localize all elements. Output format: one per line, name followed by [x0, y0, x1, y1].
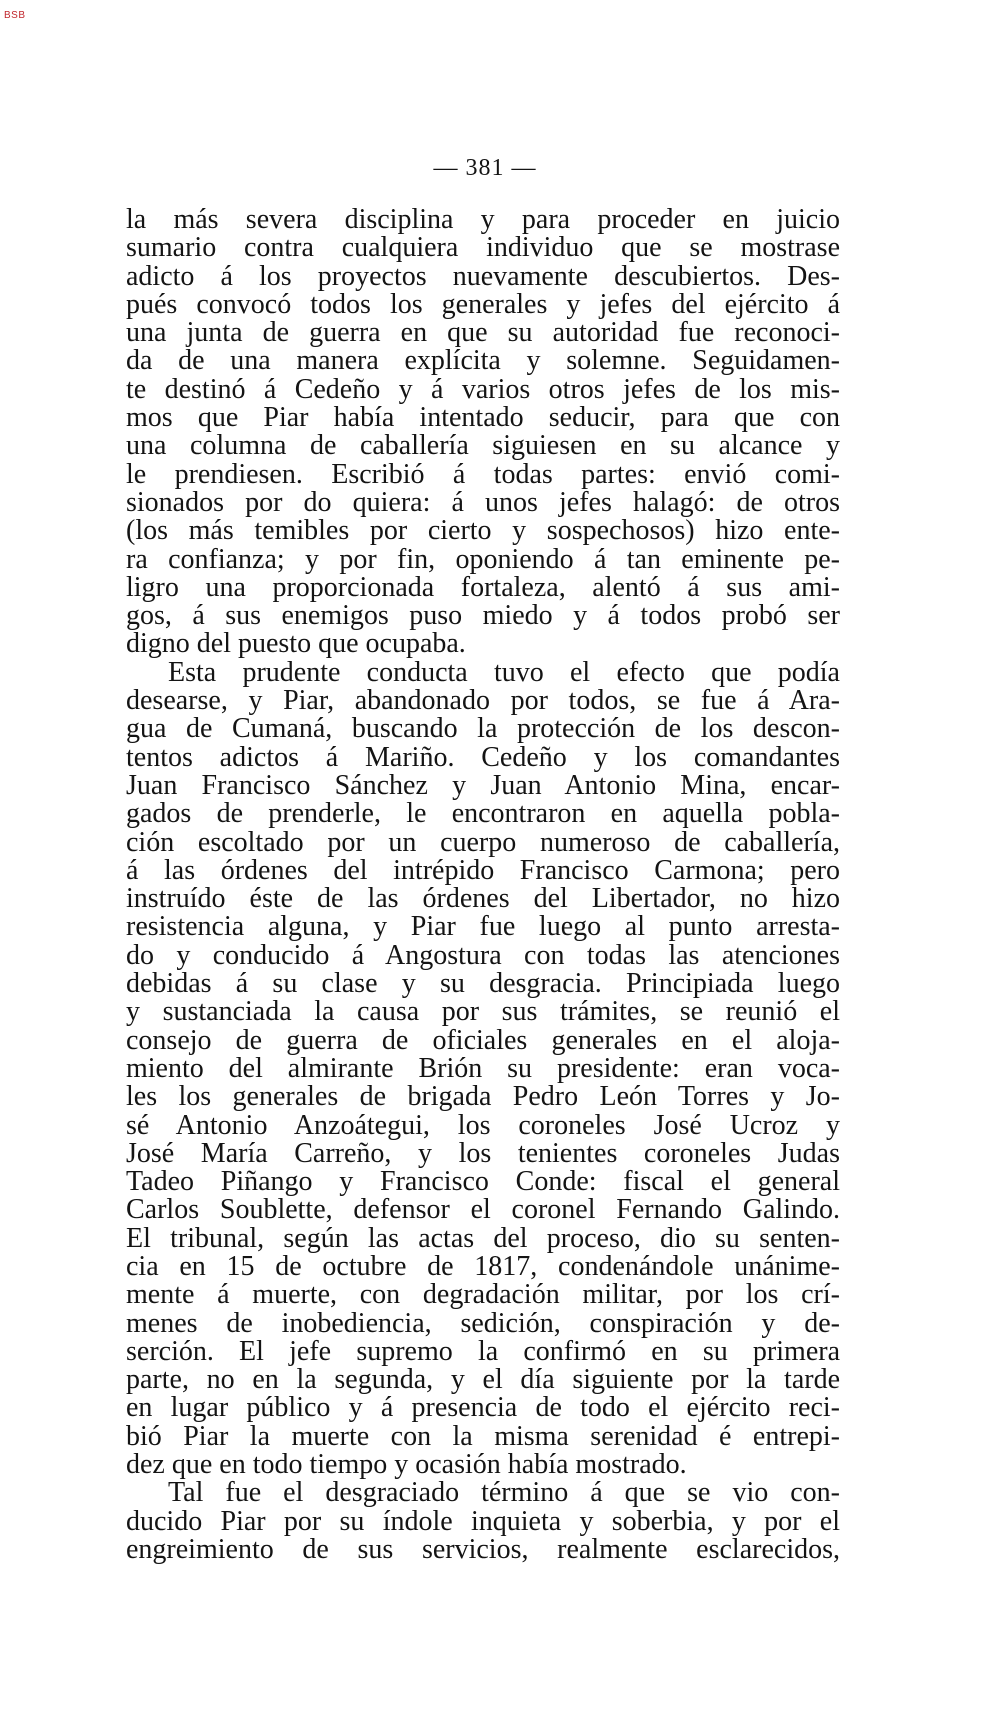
text-line: gados de prenderle, le encontraron en aquella pobla-: [126, 800, 840, 829]
text-line: debidas á su clase y su desgracia. Principiada luego: [126, 970, 840, 999]
text-line: Esta prudente conducta tuvo el efecto que podía: [168, 658, 840, 688]
text-line: adicto á los proyectos nuevamente descubiertos. Des-: [126, 262, 840, 291]
text-line: tentos adictos á Mariño. Cedeño y los comandantes: [126, 743, 840, 772]
text-line: dez que en todo tiempo y ocasión había mostrado.: [126, 1451, 687, 1480]
text-line: mente á muerte, con degradación militar, por los crí-: [126, 1281, 840, 1310]
text-line: ligro una proporcionada fortaleza, alentó á sus ami-: [126, 573, 840, 603]
text-line: miento del almirante Brión su presidente: eran voca-: [126, 1054, 840, 1084]
text-line: consejo de guerra de oficiales generales en el aloja-: [126, 1026, 840, 1055]
text-line: Juan Francisco Sánchez y Juan Antonio Mina, encar-: [126, 771, 840, 801]
text-line: una junta de guerra en que su autoridad fue reconoci-: [126, 319, 840, 348]
text-line: gos, á sus enemigos puso miedo y á todos probó ser: [126, 602, 840, 631]
text-line: sé Antonio Anzoátegui, los coroneles José Ucroz y: [126, 1111, 840, 1140]
text-line: cia en 15 de octubre de 1817, condenándole unánime-: [126, 1252, 840, 1282]
text-line: pués convocó todos los generales y jefes del ejército á: [126, 290, 840, 320]
text-line: ción escoltado por un cuerpo numeroso de caballería,: [126, 828, 840, 857]
text-line: una columna de caballería siguiesen en su alcance y: [126, 432, 840, 461]
text-line: te destinó á Cedeño y á varios otros jefes de los mis-: [126, 375, 840, 405]
body-text: [126, 206, 840, 1564]
text-line: menes de inobediencia, sedición, conspiración y de-: [126, 1309, 840, 1338]
text-line: serción. El jefe supremo la confirmó en su primera: [126, 1337, 840, 1367]
text-line: sumario contra cualquiera individuo que se mostrase: [126, 234, 840, 263]
text-line: do y conducido á Angostura con todas las atenciones: [126, 941, 840, 971]
text-line: ra confianza; y por fin, oponiendo á tan eminente pe-: [126, 545, 840, 574]
text-line: engreimiento de sus servicios, realmente esclarecidos,: [126, 1535, 840, 1565]
text-line: resistencia alguna, y Piar fue luego al punto arresta-: [126, 913, 840, 942]
text-line: Tal fue el desgraciado término á que se vio con-: [168, 1479, 840, 1508]
text-line: gua de Cumaná, buscando la protección de los descon-: [126, 715, 840, 744]
text-line: la más severa disciplina y para proceder en juicio: [126, 206, 840, 235]
text-line: á las órdenes del intrépido Francisco Carmona; pero: [126, 856, 840, 886]
text-line: parte, no en la segunda, y el día siguiente por la tarde: [126, 1366, 840, 1395]
text-line: le prendiesen. Escribió á todas partes: envió comi-: [126, 460, 840, 489]
text-line: sionados por do quiera: á unos jefes halagó: de otros: [126, 488, 840, 518]
text-line: da de una manera explícita y solemne. Seguidamen-: [126, 347, 840, 376]
text-line: y sustanciada la causa por sus trámites, se reunió el: [126, 998, 840, 1027]
text-line: instruído éste de las órdenes del Libertador, no hizo: [126, 885, 840, 914]
text-line: en lugar público y á presencia de todo el ejército reci-: [126, 1394, 840, 1423]
text-line: mos que Piar había intentado seducir, para que con: [126, 404, 840, 433]
text-line: digno del puesto que ocupaba.: [126, 630, 466, 659]
text-line: José María Carreño, y los tenientes coroneles Judas: [126, 1139, 840, 1169]
text-line: les los generales de brigada Pedro León Torres y Jo-: [126, 1083, 840, 1112]
text-line: desearse, y Piar, abandonado por todos, se fue á Ara-: [126, 687, 840, 716]
library-stamp: BSB: [4, 10, 26, 21]
text-line: bió Piar la muerte con la misma serenidad é entrepi-: [126, 1422, 840, 1452]
text-line: Tadeo Piñango y Francisco Conde: fiscal el general: [126, 1168, 840, 1197]
page-number: — 381 —: [433, 155, 537, 181]
text-line: ducido Piar por su índole inquieta y soberbia, y por el: [126, 1507, 840, 1536]
text-line: (los más temibles por cierto y sospechosos) hizo ente-: [126, 517, 840, 546]
text-line: Carlos Soublette, defensor el coronel Fernando Galindo.: [126, 1196, 840, 1225]
text-line: El tribunal, según las actas del proceso, dio su senten-: [126, 1224, 840, 1253]
